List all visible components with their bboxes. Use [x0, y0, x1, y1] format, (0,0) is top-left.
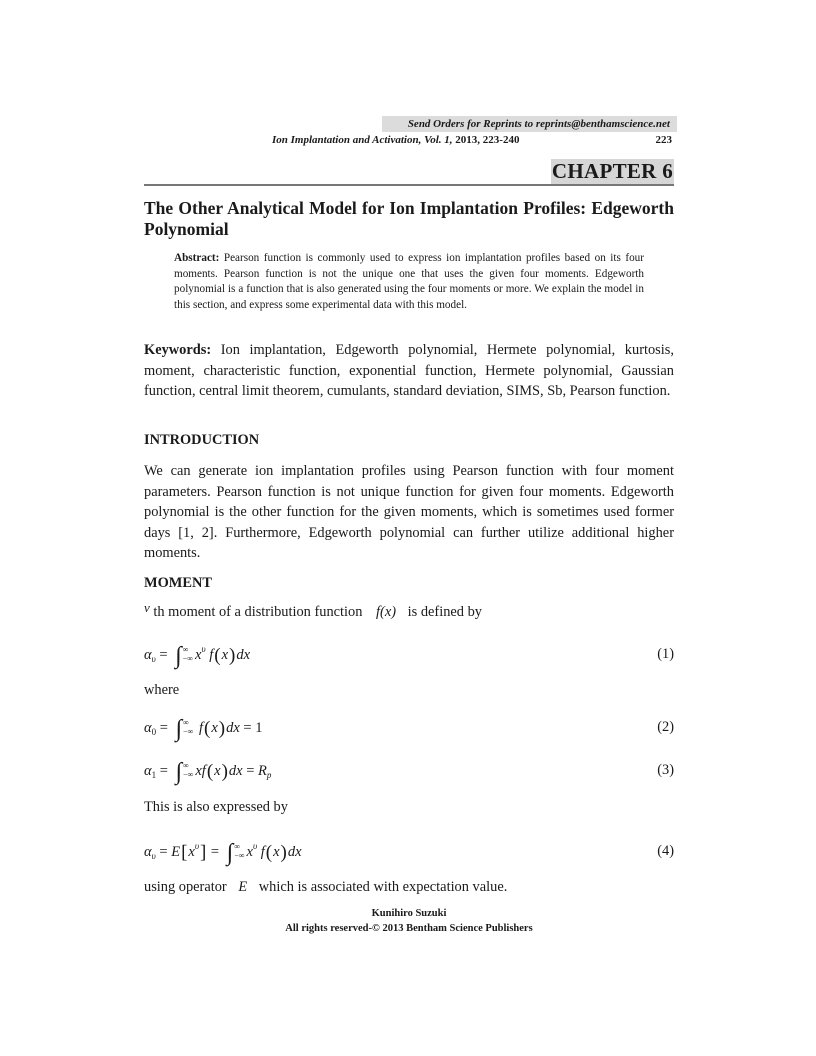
equation-number: (3): [657, 762, 674, 778]
moment-heading: MOMENT: [144, 575, 212, 591]
moment-intro: [144, 602, 674, 623]
journal-title: Ion Implantation and Activation, Vol. 1,: [272, 134, 453, 146]
abstract-text: Pearson function is commonly used to express ion implantation profiles based on its four moments. Pearson function is not the unique one that uses the given four moments. Edgeworth polynomial is a function that is also generated using the four moments or more. We explain the model in this section, and express some experimental data with this model.: [174, 252, 644, 311]
paper-title: The Other Analytical Model for Ion Implantation Profiles: Edgeworth Polynomial: [144, 198, 674, 239]
where-text: where: [144, 682, 180, 698]
chapter-label: CHAPTER 6: [551, 159, 673, 183]
keywords: [144, 340, 674, 402]
equation-number: (4): [657, 843, 674, 859]
page-number: 223: [655, 134, 672, 146]
equation-1: [144, 640, 674, 670]
footer-rights: All rights reserved-© 2013 Bentham Science Publishers: [285, 923, 533, 934]
moment-intro-func: f(x): [376, 604, 397, 620]
also-expressed-text: This is also expressed by: [144, 799, 288, 815]
equation-4-body: α υ = E [ x υ ] = ∫ ∞ −∞ x υ f ( x ) dx: [144, 840, 302, 866]
operator-text-lead: using operator: [144, 879, 227, 895]
abstract-label: Abstract:: [174, 252, 220, 264]
footer: [144, 906, 674, 936]
equation-3-body: α 1 = ∫ ∞ −∞ xf ( x ) dx = R p: [144, 759, 272, 785]
equation-1-body: α υ = ∫ ∞ −∞ x υ f ( x ) dx: [144, 643, 251, 669]
journal-reference: [272, 133, 672, 147]
equation-2-body: α 0 = ∫ ∞ −∞ f ( x ) dx = 1: [144, 716, 263, 742]
nu-symbol: ν: [144, 600, 150, 615]
footer-author: Kunihiro Suzuki: [371, 908, 447, 919]
journal-year-pages: 2013, 223-240: [455, 134, 520, 146]
header-rule: [144, 184, 674, 186]
introduction-heading: INTRODUCTION: [144, 432, 260, 448]
operator-symbol: E: [238, 879, 248, 895]
operator-text: [144, 877, 674, 898]
keywords-text: Ion implantation, Edgeworth polynomial, Hermete polynomial, kurtosis, moment, characteristic function, exponential function, Hermete polynomial, Gaussian function, central limit theorem, cumulants, standard deviation, SIMS, Sb, Pearson function.: [144, 342, 674, 399]
moment-intro-tail: is defined by: [407, 604, 482, 620]
equation-number: (1): [657, 646, 674, 662]
reprint-notice: Send Orders for Reprints to reprints@benthamscience.net: [407, 118, 670, 130]
keywords-label: Keywords:: [144, 342, 212, 358]
moment-intro-text: th moment of a distribution function: [153, 604, 363, 620]
abstract: [174, 251, 644, 313]
equation-3: [144, 756, 674, 786]
introduction-text: We can generate ion implantation profiles using Pearson function with four moment parameters. Pearson function is not unique function for given four moments. Edgeworth polynomial is the other function for the given moments, which is sometimes used former days [1, 2]. Furthermore, Edgeworth polynomial can further utilize additional higher moments.: [144, 463, 674, 561]
equation-number: (2): [657, 719, 674, 735]
equation-4: [144, 837, 674, 867]
operator-text-tail: which is associated with expectation value.: [258, 879, 508, 895]
equation-2: [144, 713, 674, 743]
